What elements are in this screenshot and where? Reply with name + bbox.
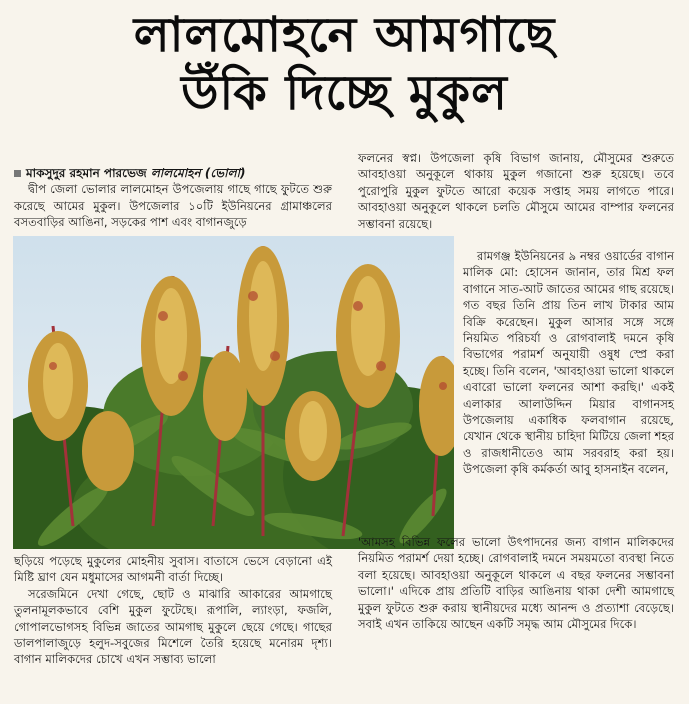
article-paragraph-intro: দ্বীপ জেলা ভোলার লালমোহন উপজেলায় গাছে গাছে ফুটতে শুরু করেছে আমের মুকুল। উপজেলার ১০টি ইউনিয়নের গ্রামাঞ্চলের বসতবাড়ির আঙিনা, সড়কের পাশ এবং বাগানজুড়ে — [14, 182, 332, 230]
article-paragraph-agri-dept: ফলনের স্বপ্ন। উপজেলা কৃষি বিভাগ জানায়, মৌসুমের শুরুতে আবহাওয়া অনুকূলে থাকায় মুকুল গজানো শুরু হয়েছে। তবে পুরোপুরি মুকুল ফুটতে আরো কয়েক সপ্তাহ সময় লাগতে পারে। আবহাওয়া অনুকূলে থাকলে চলতি মৌসুমে আমের বাম্পার ফলনের সম্ভাবনা রয়েছে। — [358, 151, 674, 231]
article-right-lower — [358, 534, 674, 632]
article-left-top — [14, 165, 332, 231]
byline-author: মাকসুদুর রহমান পারভেজ — [26, 166, 147, 180]
headline-line-2: উঁকি দিচ্ছে মুকুল — [181, 65, 508, 121]
article-paragraph-fragrance: ছড়িয়ে পড়েছে মুকুলের মোহনীয় সুবাস। বাতাসে ভেসে বেড়ানো এই মিষ্টি ঘ্রাণ যেন মধুমাসের আগমনী বার্তা দিচ্ছে। — [14, 554, 332, 585]
byline-place: লালমোহন (ভোলা) — [150, 166, 246, 180]
article-right-narrow — [463, 248, 674, 478]
article-left-bottom — [14, 553, 332, 668]
byline-bullet-icon — [14, 170, 21, 177]
byline — [14, 165, 332, 181]
article-right-top — [358, 150, 674, 232]
article-paragraph-officer-quote: 'আমসহ বিভিন্ন ফলের ভালো উৎপাদনের জন্য বাগান মালিকদের নিয়মিত পরামর্শ দেয়া হচ্ছে। রোগবালাই দমনে সময়মতো ব্যবস্থা নিতে বলা হয়েছে। আবহাওয়া অনুকূলে থাকলে এ বছর ফলনের সম্ভাবনা ভালো।' এদিকে প্রায় প্রতিটি বাড়ির আঙিনায় থাকা দেশী আমগাছে মুকুল ফুটতে শুরু করায় স্থানীয়দের মধ্যে আনন্দ ও প্রত্যাশা বেড়েছে। সবাই এখন তাকিয়ে আছেন একটি সমৃদ্ধ আম মৌসুমের দিকে। — [358, 535, 674, 632]
article-paragraph-field-report: সরেজমিনে দেখা গেছে, ছোট ও মাঝারি আকারের আমগাছে তুলনামূলকভাবে বেশি মুকুল ফুটেছে। রূপালি, ল্যাংড়া, ফজলি, গোপালভোগসহ বিভিন্ন জাতের আমগাছ মুকুলে ছেয়ে গেছে। গাছের ডালপালাজুড়ে হলুদ-সবুজের মিশেলে তৈরি হয়েছে মনোরম দৃশ্য। বাগান মালিকদের চোখে এখন সম্ভাব্য ভালো — [14, 586, 332, 667]
article-paragraph-orchard-owner: রামগঞ্জ ইউনিয়নের ৯ নম্বর ওয়ার্ডের বাগান মালিক মো: হোসেন জানান, তার মিশ্র ফল বাগানে সাত-আট জাতের আমের গাছ রয়েছে। গত বছর তিনি প্রায় তিন লাখ টাকার আম বিক্রি করেছেন। মুকুল আসার সঙ্গে সঙ্গে নিয়মিত পরিচর্যা ও রোগবালাই দমনে কৃষি বিভাগের পরামর্শ অনুযায়ী ওষুধ স্প্রে করা হচ্ছে। তিনি বলেন, 'আবহাওয়া ভালো থাকলে এবারো ভালো ফলনের আশা করছি।' একই এলাকার আলাউদ্দিন মিয়ার বাগানসহ উপজেলায় একাধিক ফলবাগান রয়েছে, যেখান থেকে স্থানীয় চাহিদা মিটিয়ে জেলা শহর ও রাজধানীতেও আম সরবরাহ করা হয়। উপজেলা কৃষি কর্মকর্তা আবু হাসনাইন বলেন, — [463, 249, 674, 477]
mango-blossom-photo — [13, 236, 454, 549]
headline-line-1: লালমোহনে আমগাছে — [133, 7, 556, 63]
mango-tree-illustration — [13, 236, 454, 549]
